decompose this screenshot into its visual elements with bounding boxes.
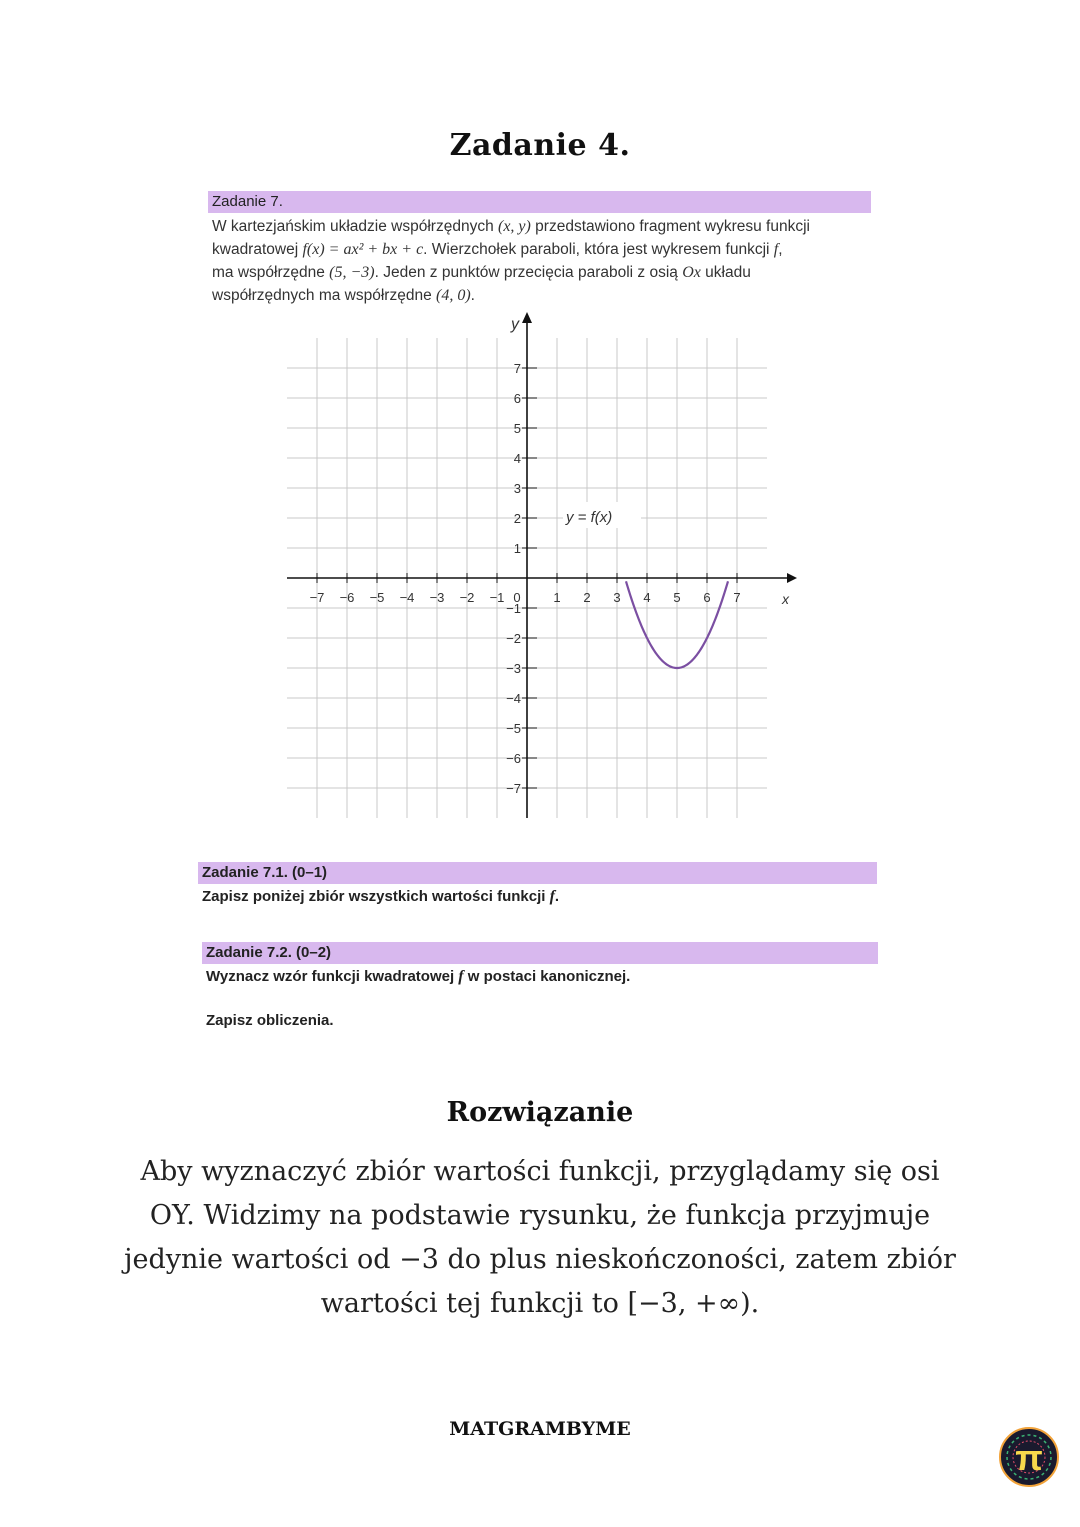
task-line-1: W kartezjańskim układzie współrzędnych (x, y) przedstawiono fragment wykresu funkcji (212, 218, 810, 235)
y-tick-label: 6 (513, 391, 521, 406)
x-tick-label: 0 (513, 590, 521, 605)
subtask-2-text: Wyznacz wzór funkcji kwadratowej f w postaci kanonicznej. (206, 968, 631, 985)
y-tick-label: −4 (506, 691, 521, 706)
x-tick-label: −2 (459, 590, 475, 605)
x-tick-label: −4 (399, 590, 415, 605)
x-tick-label: 5 (673, 590, 681, 605)
pi-glyph: π (1015, 1437, 1043, 1478)
x-tick-label: 7 (733, 590, 741, 605)
y-tick-label: 5 (513, 421, 521, 436)
task-line-2: kwadratowej f(x) = ax² + bx + c. Wierzchołek paraboli, która jest wykresem funkcji f, (212, 241, 783, 258)
y-tick-label: 1 (513, 541, 521, 556)
subtask-2-header: Zadanie 7.2. (0–2) (206, 944, 332, 961)
x-tick-label: 6 (703, 590, 711, 605)
y-tick-label: 7 (513, 361, 521, 376)
pi-logo-icon (998, 1426, 1060, 1488)
y-tick-label: −1 (506, 601, 521, 616)
solution-heading: Rozwiązanie (446, 1097, 634, 1128)
y-tick-label: −7 (506, 781, 521, 796)
x-axis-label: x (782, 591, 789, 607)
y-tick-label: −2 (506, 631, 521, 646)
page-title: Zadanie 4. (449, 128, 631, 163)
y-tick-label: −3 (506, 661, 521, 676)
y-tick-label: 2 (513, 511, 521, 526)
y-tick-label: 3 (513, 481, 521, 496)
subtask-2-note: Zapisz obliczenia. (206, 1012, 334, 1029)
y-tick-label: −6 (506, 751, 521, 766)
task-header-bar (208, 191, 871, 213)
curve-label: y = f(x) (566, 509, 613, 526)
task-text (212, 215, 872, 307)
x-tick-label: 2 (583, 590, 591, 605)
x-tick-label: −1 (489, 590, 505, 605)
x-tick-label: −3 (429, 590, 445, 605)
subtask-2-bar (202, 942, 878, 964)
x-tick-label: 4 (643, 590, 651, 605)
y-tick-label: 4 (513, 451, 521, 466)
footer-brand: MATGRAMBYME (449, 1418, 631, 1440)
x-tick-label: −7 (309, 590, 325, 605)
subtask-1-text: Zapisz poniżej zbiór wszystkich wartości funkcji f. (202, 888, 560, 905)
x-tick-label: −5 (369, 590, 385, 605)
y-axis-label: y (511, 316, 519, 333)
subtask-1-bar (198, 862, 877, 884)
x-tick-label: 1 (553, 590, 561, 605)
task-line-4: współrzędnych ma współrzędne (4, 0). (212, 287, 475, 304)
parabola-chart (280, 305, 810, 825)
x-tick-label: 3 (613, 590, 621, 605)
y-axis-arrow (522, 312, 532, 323)
x-tick-label: −6 (339, 590, 355, 605)
subtask-1-header: Zadanie 7.1. (0–1) (202, 864, 328, 881)
solution-text: Aby wyznaczyć zbiór wartości funkcji, przyglądamy się osi OY. Widzimy na podstawie rysunku, że funkcja przyjmuje jedynie wartości od −3 do plus nieskończoności, zatem zbiór wartości tej funkcji to [−3, +∞). (124, 1156, 956, 1319)
x-axis-arrow (787, 573, 797, 583)
task-header: Zadanie 7. (212, 193, 283, 210)
task-line-3: ma współrzędne (5, −3). Jeden z punktów przecięcia paraboli z osią Ox układu (212, 264, 751, 281)
y-tick-label: −5 (506, 721, 521, 736)
